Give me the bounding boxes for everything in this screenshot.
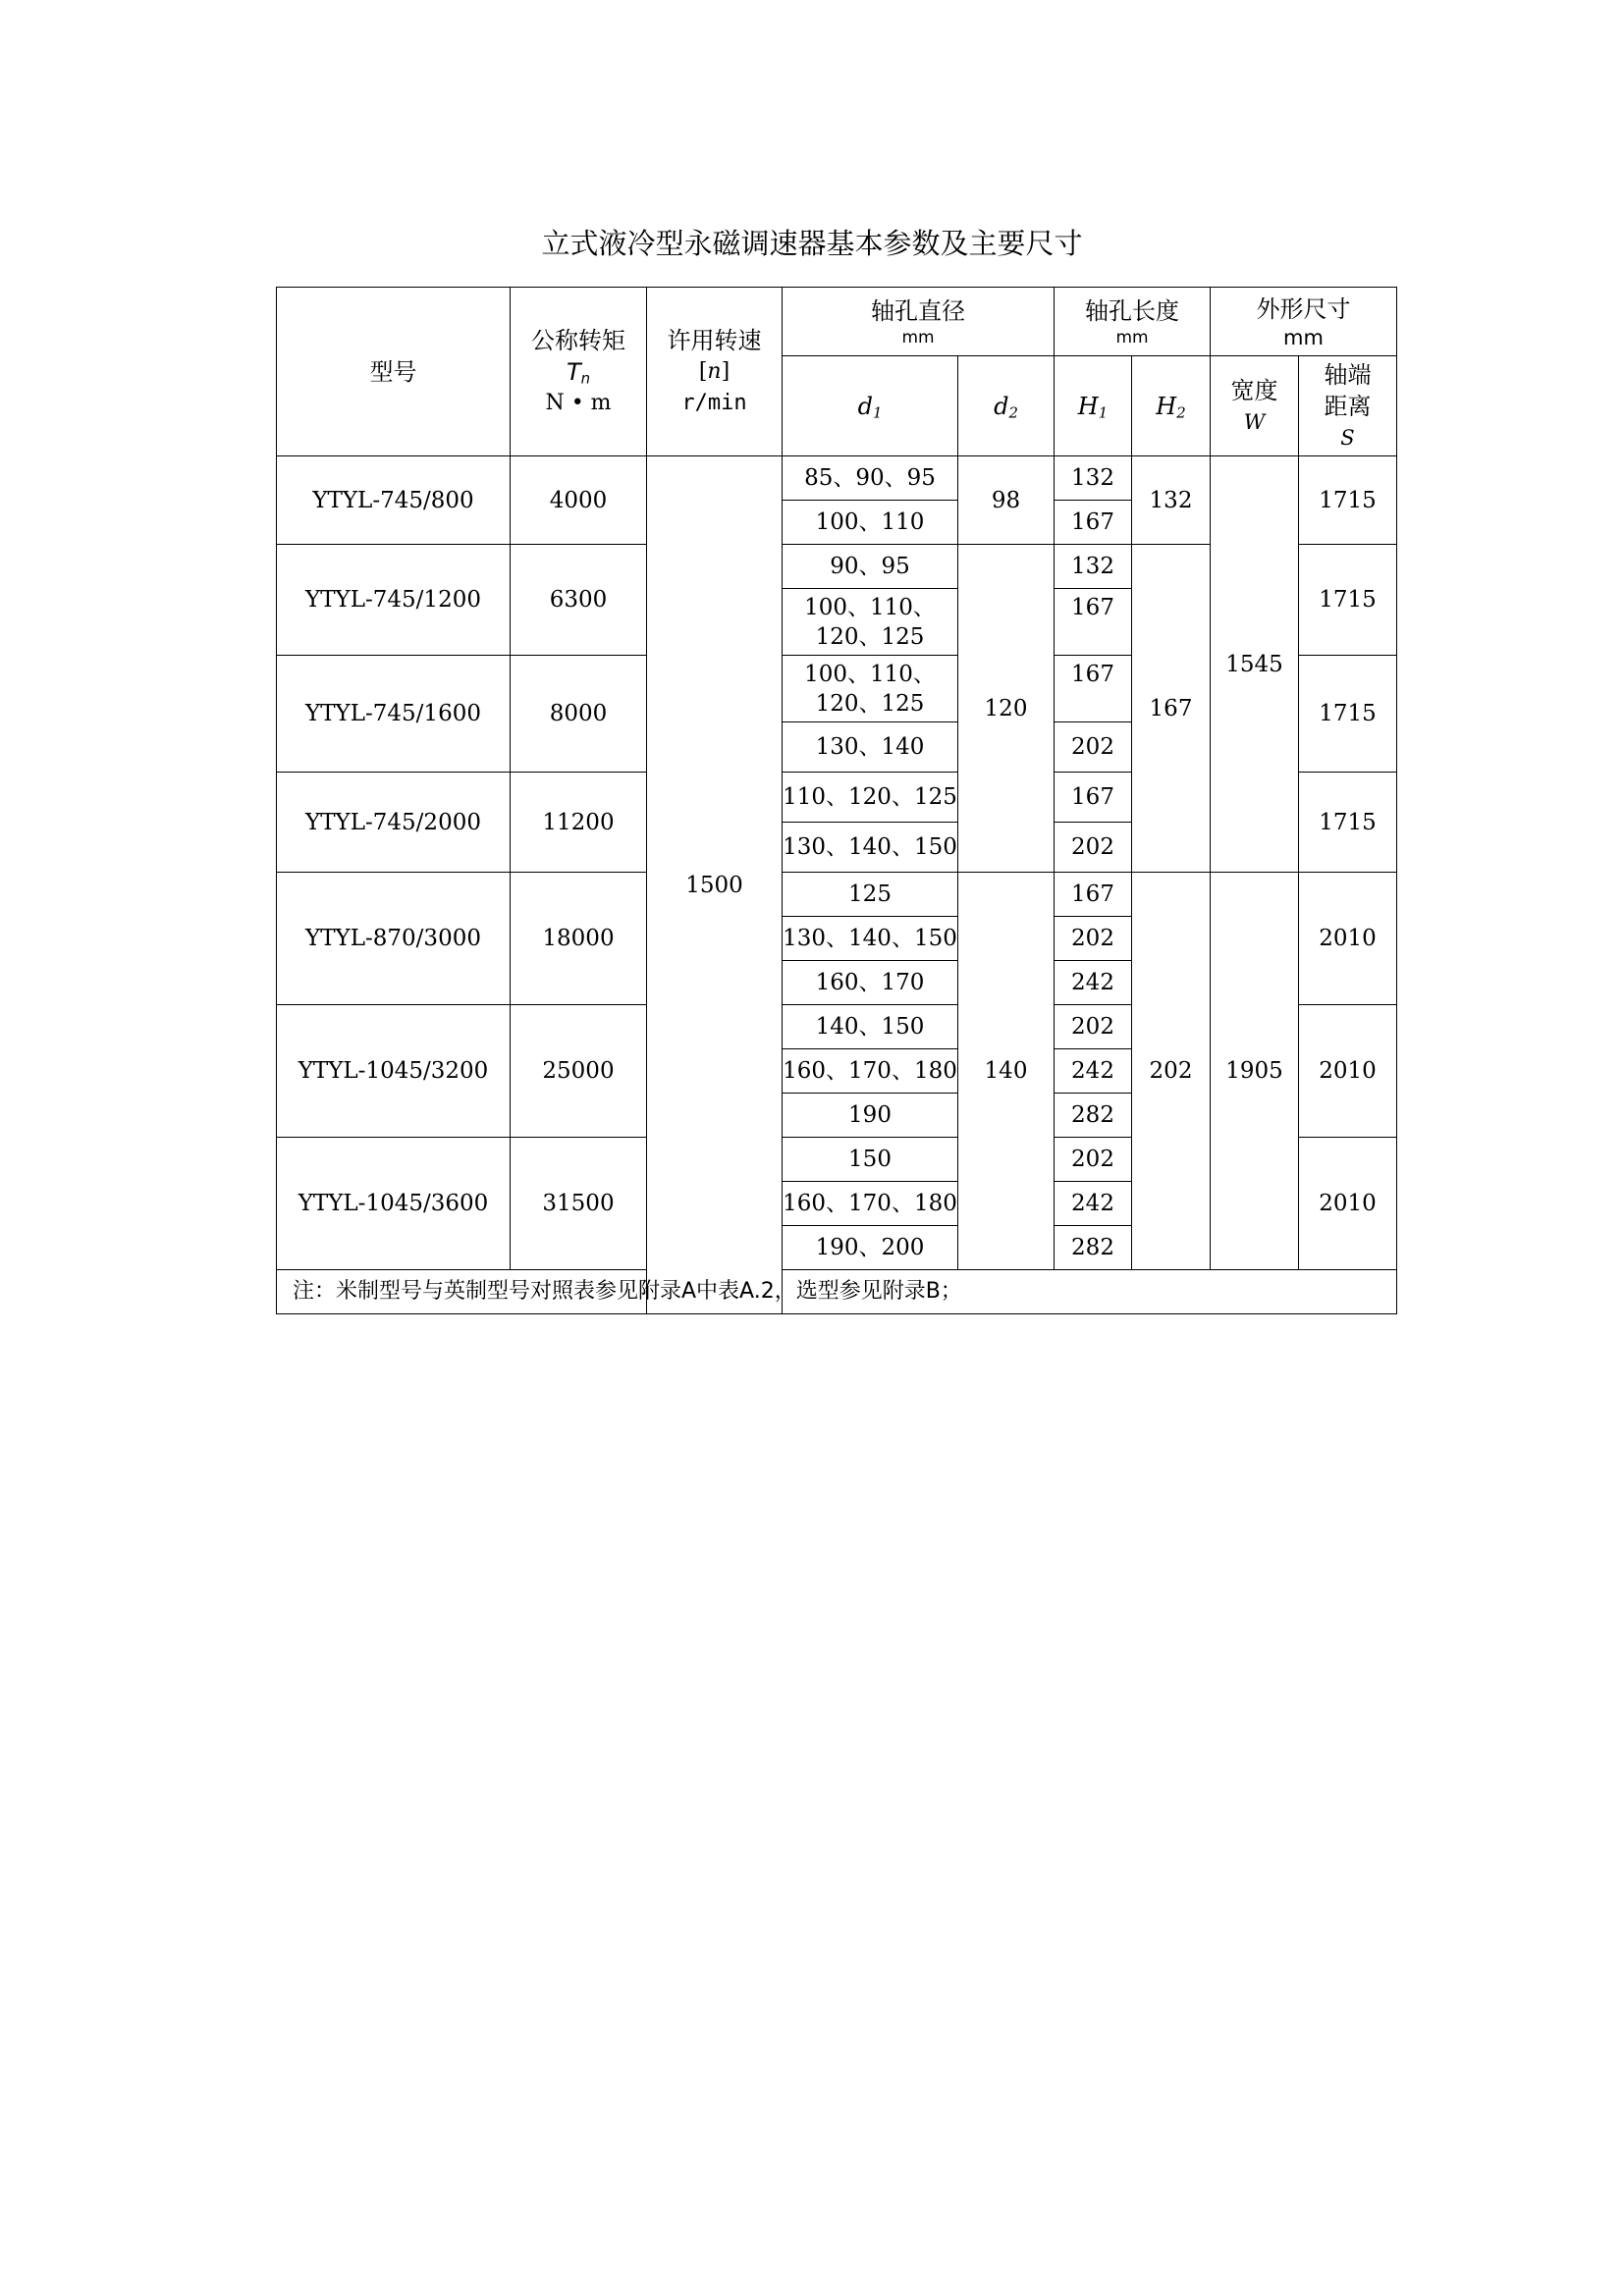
cell-model: YTYL-1045/3200 bbox=[277, 1005, 511, 1138]
cell-d1: 110、120、125 bbox=[783, 773, 958, 823]
cell-torque: 4000 bbox=[511, 456, 647, 545]
cell-d1: 160、170 bbox=[783, 961, 958, 1005]
header-speed-symbol: [n] bbox=[698, 358, 731, 384]
cell-h1: 167 bbox=[1055, 589, 1132, 656]
cell-h1: 167 bbox=[1055, 501, 1132, 545]
cell-torque: 25000 bbox=[511, 1005, 647, 1138]
cell-torque: 8000 bbox=[511, 656, 647, 773]
cell-h1: 202 bbox=[1055, 917, 1132, 961]
cell-d1: 130、140 bbox=[783, 722, 958, 773]
cell-width-shared: 1905 bbox=[1211, 873, 1299, 1270]
cell-shaft-end: 1715 bbox=[1299, 773, 1397, 873]
cell-h1: 242 bbox=[1055, 961, 1132, 1005]
header-bore-diameter: 轴孔直径 mm bbox=[783, 288, 1055, 356]
cell-h2: 132 bbox=[1132, 456, 1211, 545]
cell-model: YTYL-1045/3600 bbox=[277, 1138, 511, 1270]
cell-d1: 190 bbox=[783, 1094, 958, 1138]
header-speed bbox=[647, 288, 783, 456]
cell-h1: 202 bbox=[1055, 1005, 1132, 1049]
cell-d1: 130、140、150 bbox=[783, 823, 958, 873]
cell-h1: 282 bbox=[1055, 1094, 1132, 1138]
cell-d1: 100、110、 120、125 bbox=[783, 656, 958, 722]
header-d1: $d_1$ bbox=[783, 356, 958, 456]
cell-h1: 202 bbox=[1055, 823, 1132, 873]
cell-shaft-end: 2010 bbox=[1299, 1005, 1397, 1138]
header-bore-length: 轴孔长度 mm bbox=[1055, 288, 1211, 356]
table-title: 立式液冷型永磁调速器基本参数及主要尺寸 bbox=[541, 227, 1083, 260]
table-note: 注：米制型号与英制型号对照表参见附录A中表A.2，选型参见附录B； bbox=[277, 1270, 1397, 1314]
header-model: 型号 bbox=[277, 288, 511, 456]
cell-model: YTYL-745/1600 bbox=[277, 656, 511, 773]
cell-shaft-end: 2010 bbox=[1299, 873, 1397, 1005]
header-torque bbox=[511, 288, 647, 456]
cell-model: YTYL-745/1200 bbox=[277, 545, 511, 656]
cell-h1: 167 bbox=[1055, 773, 1132, 823]
header-h1: $H_1$ bbox=[1055, 356, 1132, 456]
cell-h1: 242 bbox=[1055, 1049, 1132, 1094]
cell-h1: 132 bbox=[1055, 456, 1132, 501]
cell-model: YTYL-870/3000 bbox=[277, 873, 511, 1005]
cell-d1: 125 bbox=[783, 873, 958, 917]
cell-d2-shared: 140 bbox=[958, 873, 1055, 1270]
header-torque-label: 公称转矩 bbox=[531, 326, 625, 354]
cell-speed-shared: 1500 bbox=[647, 456, 783, 1314]
cell-torque: 6300 bbox=[511, 545, 647, 656]
header-torque-unit: N • m bbox=[545, 390, 612, 415]
cell-d2: 98 bbox=[958, 456, 1055, 545]
cell-d1: 100、110 bbox=[783, 501, 958, 545]
cell-d1: 90、95 bbox=[783, 545, 958, 589]
header-d2: $d_2$ bbox=[958, 356, 1055, 456]
cell-h1: 132 bbox=[1055, 545, 1132, 589]
cell-d1: 100、110、 120、125 bbox=[783, 589, 958, 656]
cell-shaft-end: 1715 bbox=[1299, 656, 1397, 773]
header-speed-unit: r/min bbox=[681, 390, 747, 415]
cell-d1: 85、90、95 bbox=[783, 456, 958, 501]
cell-shaft-end: 2010 bbox=[1299, 1138, 1397, 1270]
cell-h1: 242 bbox=[1055, 1182, 1132, 1226]
cell-h2-shared: 167 bbox=[1132, 545, 1211, 873]
header-shaft-end: 轴端 距离 S bbox=[1299, 356, 1397, 456]
cell-h1: 167 bbox=[1055, 656, 1132, 722]
cell-h1: 202 bbox=[1055, 1138, 1132, 1182]
cell-width-shared: 1545 bbox=[1211, 456, 1299, 873]
cell-model: YTYL-745/2000 bbox=[277, 773, 511, 873]
cell-d1: 130、140、150 bbox=[783, 917, 958, 961]
header-outline: 外形尺寸 mm bbox=[1211, 288, 1397, 356]
cell-h1: 282 bbox=[1055, 1226, 1132, 1270]
cell-shaft-end: 1715 bbox=[1299, 456, 1397, 545]
cell-d1: 190、200 bbox=[783, 1226, 958, 1270]
cell-d1: 160、170、180 bbox=[783, 1182, 958, 1226]
cell-d2-shared: 120 bbox=[958, 545, 1055, 873]
header-h2: $H_2$ bbox=[1132, 356, 1211, 456]
cell-torque: 31500 bbox=[511, 1138, 647, 1270]
cell-model: YTYL-745/800 bbox=[277, 456, 511, 545]
cell-h1: 167 bbox=[1055, 873, 1132, 917]
header-width: 宽度 W bbox=[1211, 356, 1299, 456]
header-torque-symbol: $T_n$ bbox=[566, 357, 591, 388]
cell-torque: 11200 bbox=[511, 773, 647, 873]
table-row bbox=[277, 456, 1397, 501]
cell-torque: 18000 bbox=[511, 873, 647, 1005]
spec-table bbox=[276, 287, 1397, 1314]
cell-h2-shared: 202 bbox=[1132, 873, 1211, 1270]
header-speed-label: 许用转速 bbox=[667, 326, 762, 354]
cell-d1: 160、170、180 bbox=[783, 1049, 958, 1094]
cell-d1: 140、150 bbox=[783, 1005, 958, 1049]
cell-d1: 150 bbox=[783, 1138, 958, 1182]
cell-shaft-end: 1715 bbox=[1299, 545, 1397, 656]
table-row bbox=[277, 873, 1397, 917]
cell-h1: 202 bbox=[1055, 722, 1132, 773]
